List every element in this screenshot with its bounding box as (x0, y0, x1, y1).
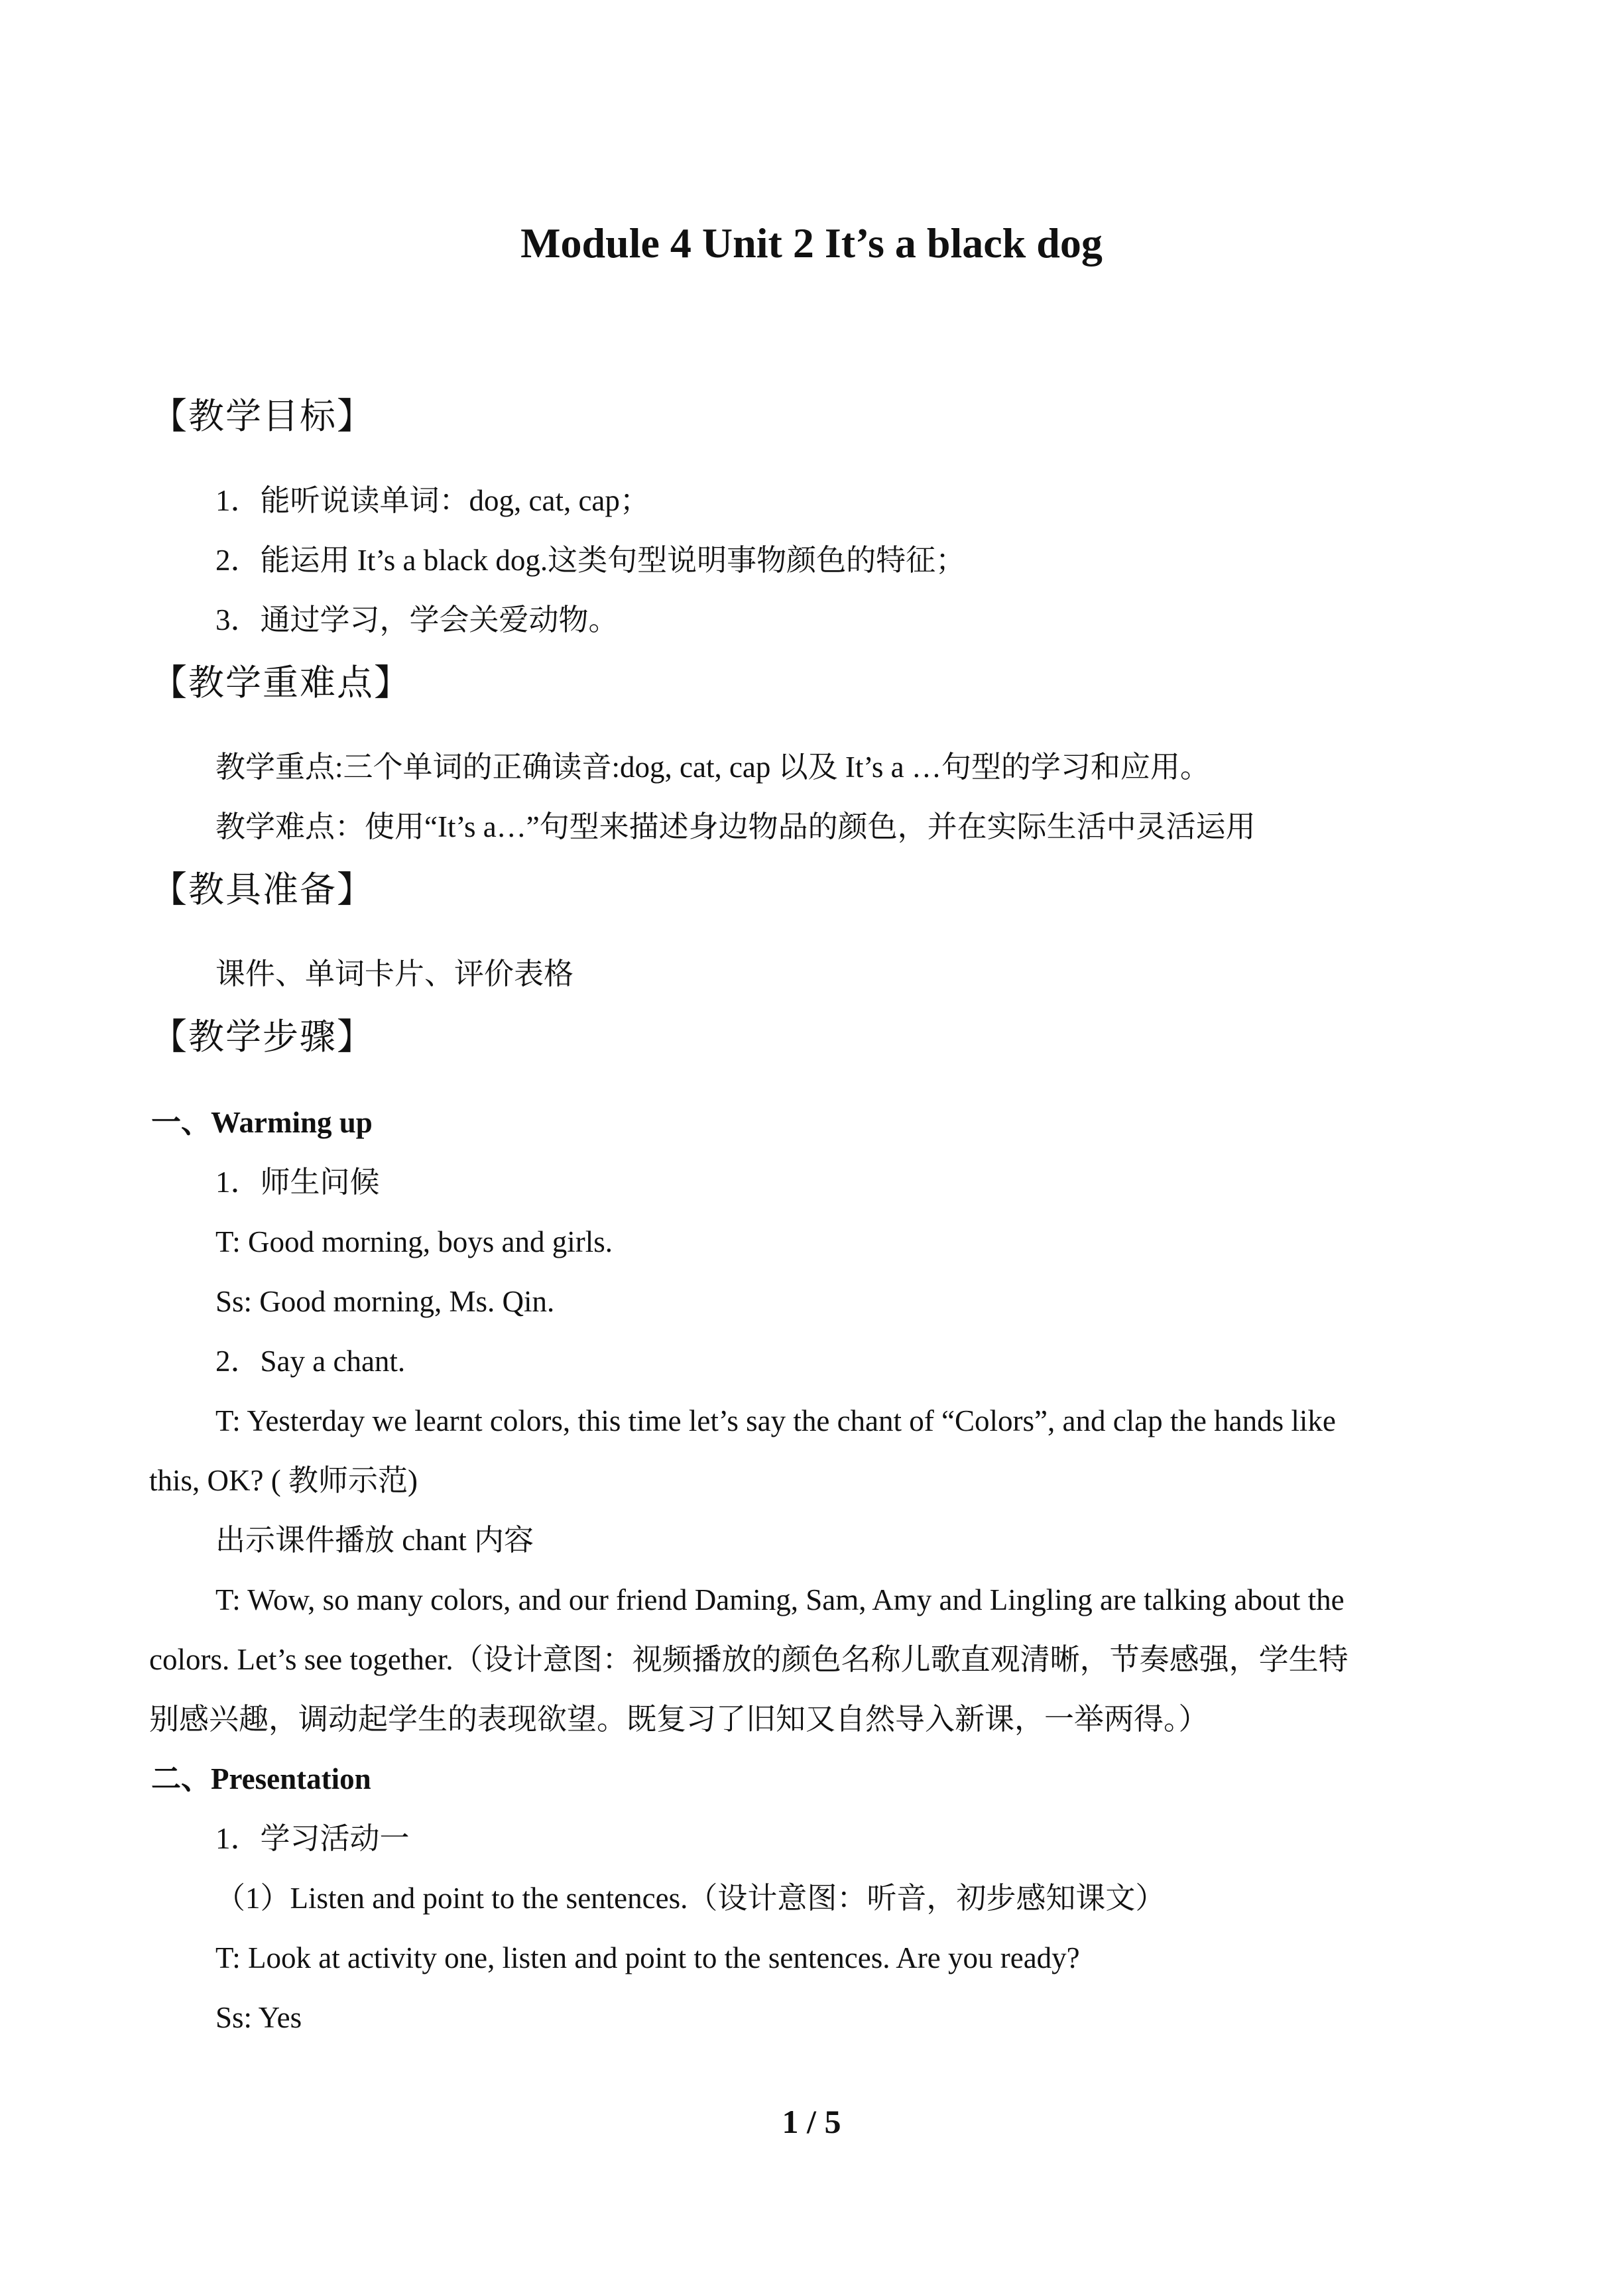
warming-up-line: T: Wow, so many colors, and our friend Daming, Sam, Amy and Lingling are talking about the (215, 1583, 1345, 1616)
presentation-line: （1）Listen and point to the sentences.（设计意图：听音，初步感知课文） (215, 1882, 1166, 1915)
warming-up-line: 2．Say a chant. (215, 1345, 406, 1378)
section-heading-objectives: 【教学目标】 (151, 395, 374, 437)
section-heading-steps: 【教学步骤】 (151, 1016, 374, 1057)
warming-up-line: colors. Let’s see together.（设计意图：视频播放的颜色名称儿歌直观清晰，节奏感强，学生特 (149, 1643, 1349, 1676)
presentation-line: T: Look at activity one, listen and point to the sentences. Are you ready? (215, 1941, 1080, 1974)
document-title: Module 4 Unit 2 It’s a black dog (520, 219, 1103, 267)
presentation-line: 1．学习活动一 (215, 1822, 410, 1855)
key-point-item: 教学重点:三个单词的正确读音:dog, cat, cap 以及 It’s a …句型的学习和应用。 (215, 751, 1210, 784)
materials-text: 课件、单词卡片、评价表格 (215, 957, 574, 991)
difficulty-item: 教学难点：使用“It’s a…”句型来描述身边物品的颜色，并在实际生活中灵活运用 (215, 810, 1256, 843)
warming-up-line: T: Good morning, boys and girls. (215, 1225, 613, 1258)
warming-up-line: Ss: Good morning, Ms. Qin. (215, 1285, 555, 1318)
objective-item: 1．能听说读单词：dog, cat, cap； (215, 484, 650, 517)
subheading-warming-up: 一、Warming up (151, 1106, 373, 1139)
section-heading-key-points: 【教学重难点】 (151, 662, 411, 703)
warming-up-line: this, OK? ( 教师示范) (149, 1464, 418, 1497)
section-heading-materials: 【教具准备】 (151, 869, 374, 910)
warming-up-line: 别感兴趣，调动起学生的表现欲望。既复习了旧知又自然导入新课，一举两得。） (149, 1703, 1209, 1736)
objective-item: 3．通过学习，学会关爱动物。 (215, 603, 619, 636)
subheading-presentation: 二、Presentation (151, 1762, 371, 1795)
warming-up-line: 出示课件播放 chant 内容 (215, 1524, 534, 1557)
page-number: 1 / 5 (782, 2103, 841, 2140)
warming-up-line: T: Yesterday we learnt colors, this time let’s say the chant of “Colors”, and clap the hands like (215, 1404, 1336, 1437)
presentation-line: Ss: Yes (215, 2001, 302, 2034)
warming-up-line: 1．师生问候 (215, 1166, 380, 1199)
objective-item: 2．能运用 It’s a black dog.这类句型说明事物颜色的特征； (215, 544, 966, 577)
